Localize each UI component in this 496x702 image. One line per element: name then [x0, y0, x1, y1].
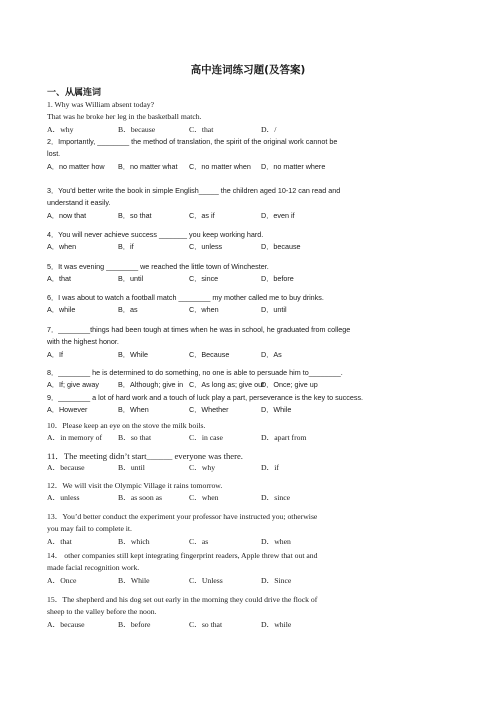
question-4: [47, 229, 453, 254]
option-c: C．Unless: [189, 575, 223, 585]
question-stem: 8．________ he is determined to do something, no one is able to persuade him to________.: [47, 368, 343, 377]
question-stem: 2．Importantly, ________ the method of translation, the spirit of the original work cannot be: [47, 137, 338, 146]
question-13: [47, 511, 453, 548]
section-heading: 一、从属连词: [47, 88, 102, 98]
question-stem-continued: That was he broke her leg in the basketball match.: [47, 112, 202, 122]
option-a: A．when: [47, 242, 77, 252]
option-d: D．since: [261, 493, 291, 503]
option-d: D．/: [261, 124, 277, 134]
question-15: [47, 594, 453, 631]
option-row: [47, 492, 453, 504]
question-stem-continued: you may fail to complete it.: [47, 524, 132, 534]
question-stem: 11．The meeting didn’t start______ everyone was there.: [47, 451, 243, 461]
option-d: D．while: [261, 619, 292, 629]
option-b: B．which: [118, 536, 150, 546]
question-stem-continued: with the highest honor.: [47, 337, 119, 347]
option-b: B．as: [118, 305, 138, 315]
question-stem: 3．You'd better write the book in simple English_____ the children aged 10-12 can read and: [47, 186, 341, 195]
question-6: [47, 292, 453, 317]
question-9: [47, 392, 453, 417]
question-stem-continued: made facial recognition work.: [47, 563, 140, 573]
option-a: A．in memory of: [47, 433, 103, 443]
question-stem-continued: lost.: [47, 149, 61, 159]
option-a: A．while: [47, 305, 76, 315]
option-b: B．Although; give in: [118, 380, 184, 390]
option-c: C．no matter when: [189, 161, 251, 171]
question-stem: 4．You will never achieve success _______ you keep working hard.: [47, 230, 264, 239]
option-row: [47, 124, 453, 136]
option-c: C．since: [189, 274, 219, 284]
option-row: [47, 379, 453, 391]
question-8: [47, 367, 453, 392]
option-a: A．unless: [47, 493, 80, 503]
option-d: D．until: [261, 305, 287, 315]
option-d: D．when: [261, 536, 291, 546]
question-stem: 12．We will visit the Olympic Village it rains tomorrow.: [47, 481, 223, 490]
question-stem: 14． other companies still kept integrating fingerprint readers, Apple threw that out and: [47, 551, 318, 560]
option-a: A．However: [47, 405, 88, 415]
option-row: [47, 619, 453, 631]
option-c: C．as if: [189, 210, 215, 220]
question-stem: 5．It was evening ________ we reached the little town of Winchester.: [47, 262, 269, 271]
option-row: [47, 575, 453, 587]
option-b: B．While: [118, 575, 150, 585]
question-stem-continued: understand it easily.: [47, 198, 111, 208]
option-c: C．in case: [189, 433, 223, 443]
question-stem: 7．________things had been tough at times when he was in school, he graduated from college: [47, 325, 351, 334]
option-b: B．When: [118, 405, 149, 415]
option-row: [47, 273, 453, 285]
option-c: C．when: [189, 493, 219, 503]
question-stem: 6．I was about to watch a football match ________ my mother called me to buy drinks.: [47, 293, 324, 302]
option-d: D．no matter where: [261, 161, 326, 171]
option-c: C．Whether: [189, 405, 229, 415]
option-d: D．apart from: [261, 433, 307, 443]
option-d: D．Once; give up: [261, 380, 318, 390]
option-row: [47, 462, 453, 474]
page-title: 高中连词练习题(及答案): [190, 64, 306, 76]
option-a: A．because: [47, 619, 85, 629]
option-b: B．until: [118, 274, 144, 284]
question-10: [47, 420, 453, 445]
option-b: B．because: [118, 124, 156, 134]
option-a: A．Once: [47, 575, 77, 585]
option-c: C．as: [189, 536, 209, 546]
question-11: [47, 450, 453, 475]
option-b: B．so that: [118, 210, 152, 220]
option-c: C．so that: [189, 619, 223, 629]
option-c: C．when: [189, 305, 219, 315]
question-stem: 1. Why was William absent today?: [47, 100, 155, 109]
option-a: A．because: [47, 463, 85, 473]
option-d: D．even if: [261, 210, 295, 220]
option-d: D．because: [261, 242, 301, 252]
option-b: B．before: [118, 619, 151, 629]
option-b: B．until: [118, 463, 145, 473]
option-c: C．Because: [189, 349, 230, 359]
question-7: [47, 324, 453, 361]
question-3: [47, 185, 453, 222]
option-c: C．unless: [189, 242, 223, 252]
question-2: [47, 136, 453, 173]
option-a: A．now that: [47, 210, 87, 220]
option-row: [47, 304, 453, 316]
option-c: C．why: [189, 463, 216, 473]
option-d: D．if: [261, 463, 279, 473]
option-row: [47, 241, 453, 253]
option-row: [47, 210, 453, 222]
option-b: B．if: [118, 242, 134, 252]
option-a: A．why: [47, 124, 74, 134]
question-stem: 15．The shepherd and his dog set out early in the morning they could drive the flock of: [47, 595, 318, 604]
option-d: D．While: [261, 405, 292, 415]
option-d: D．before: [261, 274, 294, 284]
option-a: A．no matter how: [47, 161, 105, 171]
option-a: A．that: [47, 536, 72, 546]
question-stem: 10．Please keep an eye on the stove the milk boils.: [47, 421, 206, 430]
option-row: [47, 404, 453, 416]
option-a: A．that: [47, 274, 71, 284]
option-b: B．While: [118, 349, 148, 359]
option-d: D．As: [261, 349, 282, 359]
option-row: [47, 536, 453, 548]
option-b: B．no matter what: [118, 161, 178, 171]
question-1: [47, 99, 453, 136]
option-b: B．as soon as: [118, 493, 162, 503]
option-a: A．If; give away: [47, 380, 99, 390]
option-a: A．If: [47, 349, 63, 359]
option-row: [47, 349, 453, 361]
question-5: [47, 261, 453, 286]
option-row: [47, 432, 453, 444]
option-c: C．As long as; give out: [189, 380, 265, 390]
option-row: [47, 161, 453, 173]
question-stem: 13．You’d better conduct the experiment your professor have instructed you; otherwise: [47, 512, 318, 521]
option-b: B．so that: [118, 433, 152, 443]
option-d: D．Since: [261, 575, 292, 585]
question-stem-continued: sheep to the valley before the noon.: [47, 607, 157, 617]
question-12: [47, 480, 453, 505]
question-14: [47, 550, 453, 587]
option-c: C．that: [189, 124, 214, 134]
question-stem: 9．________ a lot of hard work and a touch of luck play a part, perseverance is the key to success.: [47, 393, 364, 402]
